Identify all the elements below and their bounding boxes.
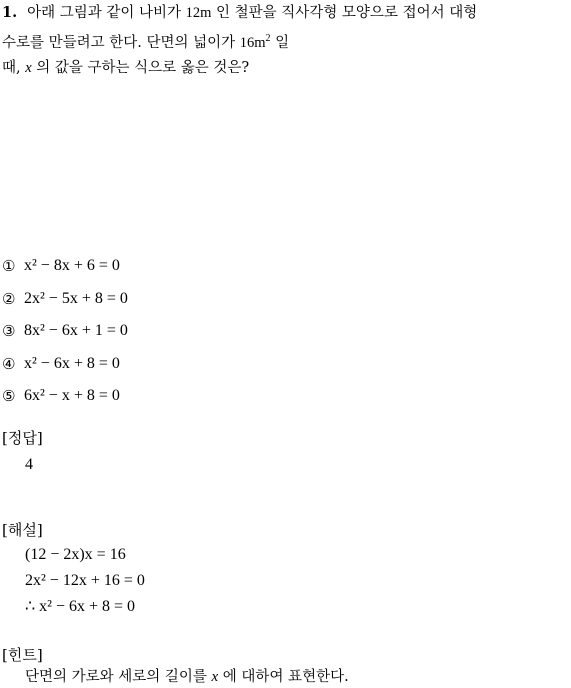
hint-text-part: 에 대하여 표현한다. — [218, 669, 349, 685]
hint-text-part: 단면의 가로와 세로의 길이를 — [25, 669, 212, 685]
choice-expression: 6x² − x + 8 = 0 — [24, 387, 120, 405]
variable-x: x — [25, 59, 32, 76]
choice-5[interactable] — [2, 380, 562, 413]
question-text-part: 때, — [2, 59, 26, 76]
question-text-part: 의 값을 구하는 식으로 옳은 것은? — [31, 59, 250, 76]
cross-section-area: 16m — [239, 34, 266, 51]
explanation-line: 2x² − 12x + 16 = 0 — [25, 572, 145, 589]
question-text-part: 인 철판을 직사각형 모양으로 접어서 대형 — [211, 5, 478, 21]
choice-list — [2, 250, 562, 413]
explanation-body — [25, 542, 145, 620]
question-text-part: 일 — [270, 34, 290, 51]
hint-heading: [힌트] — [2, 646, 43, 664]
choice-number: ④ — [2, 354, 16, 373]
explanation-line: ∴ x² − 6x + 8 = 0 — [25, 598, 136, 615]
explanation-line: (12 − 2x)x = 16 — [25, 546, 126, 563]
question-line-1 — [2, 0, 568, 26]
question-number: 1. — [2, 4, 18, 21]
variable-x: x — [211, 669, 219, 685]
choice-expression: 8x² − 6x + 1 = 0 — [24, 322, 128, 340]
choice-3[interactable] — [2, 315, 562, 348]
choice-number: ② — [2, 289, 16, 308]
explanation-heading: [해설] — [2, 521, 43, 539]
answer-heading: [정답] — [2, 429, 43, 447]
choice-expression: x² − 8x + 6 = 0 — [24, 257, 120, 275]
choice-expression: x² − 6x + 8 = 0 — [24, 354, 120, 372]
choice-1[interactable] — [2, 250, 562, 283]
answer-value: 4 — [25, 456, 33, 473]
choice-4[interactable] — [2, 348, 562, 381]
figure-area — [0, 76, 571, 246]
area-exponent: 2 — [265, 33, 271, 44]
hint-text — [25, 667, 349, 687]
question-text — [2, 0, 568, 81]
choice-2[interactable] — [2, 283, 562, 316]
sheet-width: 12m — [185, 5, 212, 21]
choice-number: ③ — [2, 322, 16, 341]
choice-expression: 2x² − 5x + 8 = 0 — [24, 289, 128, 307]
question-line-2 — [2, 26, 568, 56]
choice-number: ① — [2, 257, 16, 276]
choice-number: ⑤ — [2, 387, 16, 406]
question-text-part: 수로를 만들려고 한다. 단면의 넓이가 — [2, 34, 240, 51]
question-text-part: 아래 그림과 같이 나비가 — [27, 5, 186, 21]
